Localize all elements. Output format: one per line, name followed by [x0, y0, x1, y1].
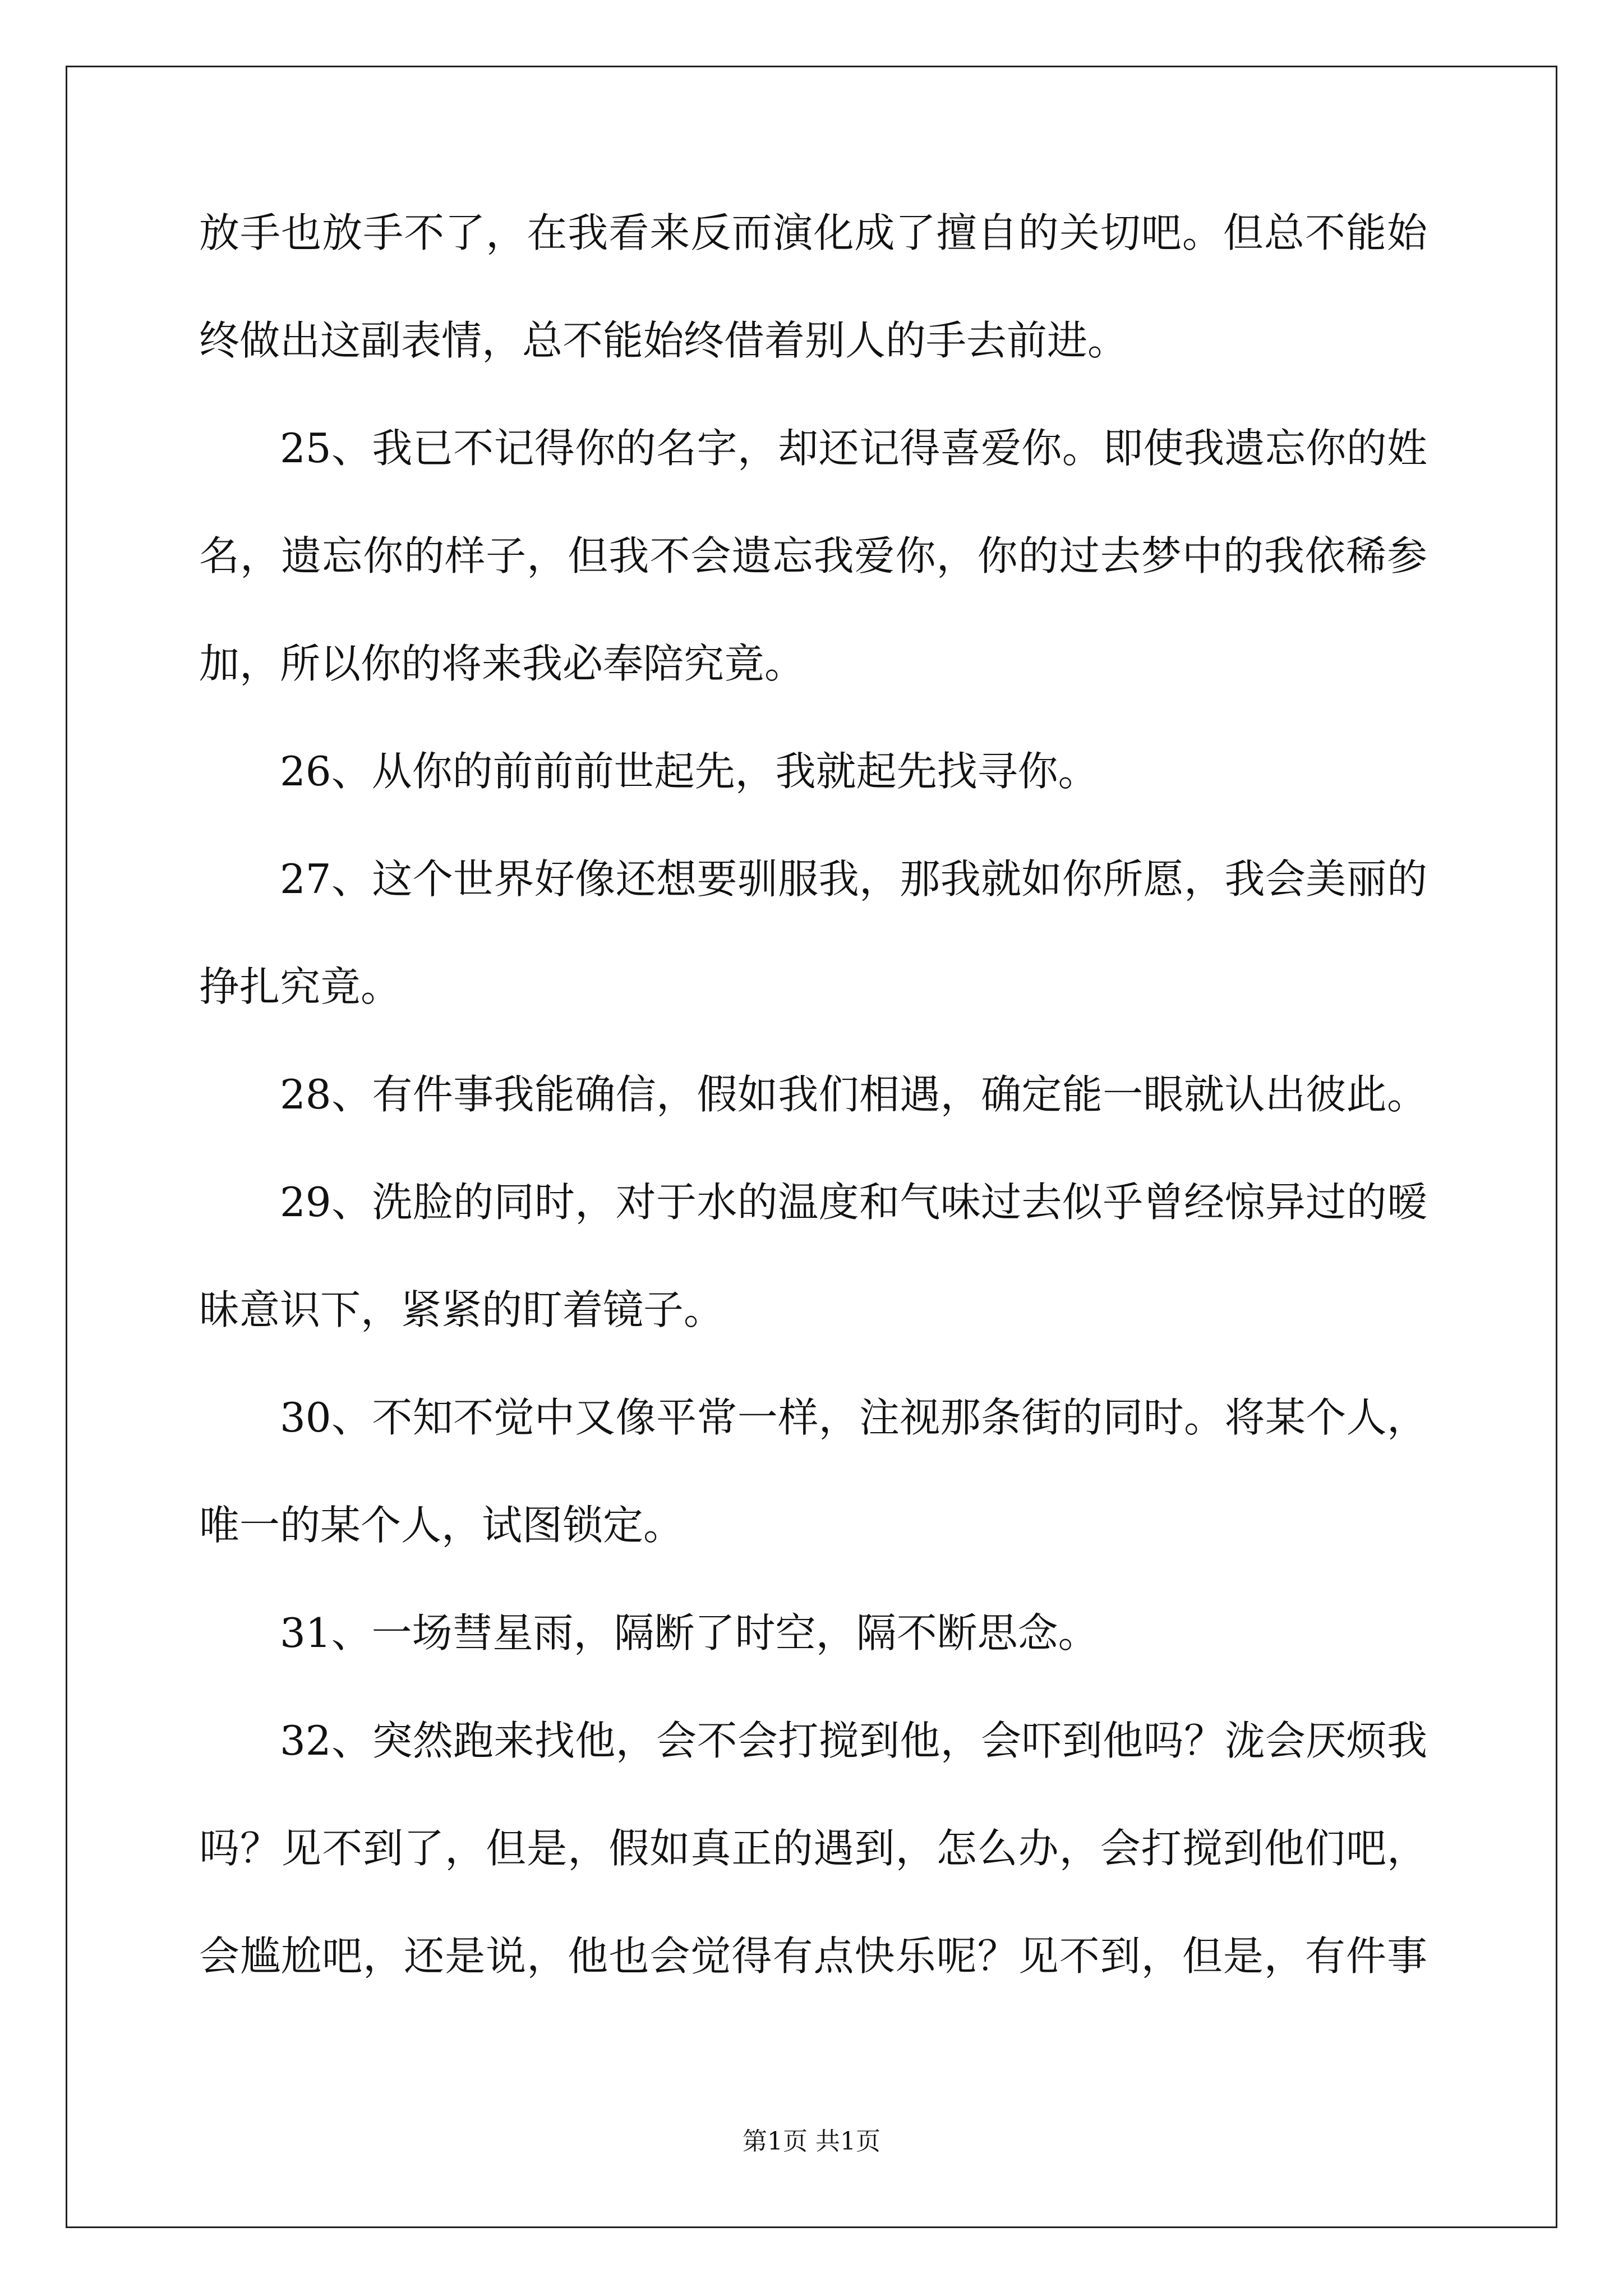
text-line: 唯一的某个人，试图锁定。 — [199, 1502, 684, 1549]
text-line: 挣扎究竟。 — [199, 963, 402, 1010]
page-border — [66, 66, 1557, 2228]
text-line: 昧意识下，紧紧的盯着镜子。 — [199, 1286, 725, 1333]
text-line: 28、有件事我能确信，假如我们相遇，确定能一眼就认出彼此。 — [280, 1071, 1427, 1118]
page-footer: 第1页 共1页 — [743, 2127, 880, 2156]
text-line: 30、不知不觉中又像平常一样，注视那条街的同时。将某个人， — [280, 1394, 1427, 1441]
text-line: 26、从你的前前前世起先，我就起先找寻你。 — [280, 748, 1099, 795]
text-line: 27、这个世界好像还想要驯服我，那我就如你所愿，我会美丽的 — [280, 855, 1427, 903]
text-line: 放手也放手不了，在我看来反而演化成了擅自的关切吧。但总不能始 — [199, 209, 1427, 256]
text-line: 29、洗脸的同时，对于水的温度和气味过去似乎曾经惊异过的暧 — [280, 1179, 1427, 1226]
text-line: 32、突然跑来找他，会不会打搅到他，会吓到他吗？泷会厌烦我 — [280, 1717, 1427, 1764]
text-line: 名，遗忘你的样子，但我不会遗忘我爱你，你的过去梦中的我依稀参 — [199, 532, 1427, 579]
text-line: 会尴尬吧，还是说，他也会觉得有点快乐呢？见不到，但是，有件事 — [199, 1932, 1427, 1980]
text-line: 终做出这副表情，总不能始终借着别人的手去前进。 — [199, 317, 1128, 364]
text-line: 吗？见不到了，但是，假如真正的遇到，怎么办，会打搅到他们吧， — [199, 1825, 1427, 1872]
text-line: 25、我已不记得你的名字，却还记得喜爱你。即使我遗忘你的姓 — [280, 425, 1427, 472]
text-line: 加，所以你的将来我必奉陪究竟。 — [199, 640, 805, 687]
text-line: 31、一场彗星雨，隔断了时空，隔不断思念。 — [280, 1609, 1099, 1657]
